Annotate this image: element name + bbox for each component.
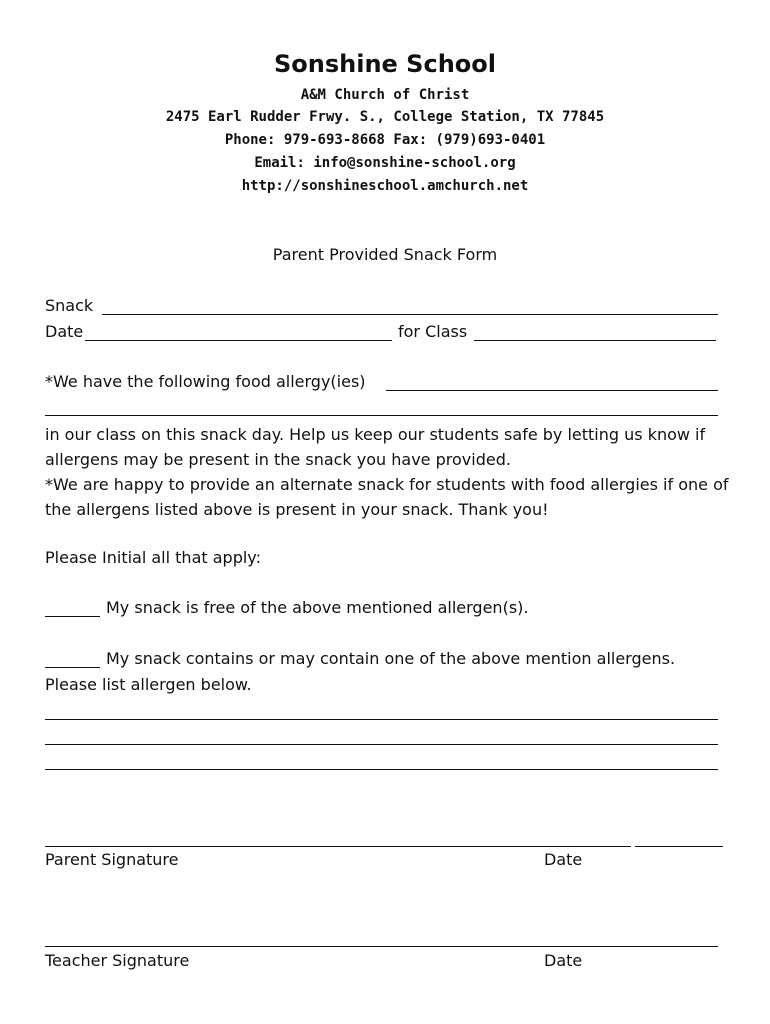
teacher-signature-label: Teacher Signature [45,951,190,970]
parent-signature-field[interactable] [45,846,631,847]
date-field[interactable] [85,340,392,341]
email: Email: info@sonshine-school.org [254,155,516,171]
website: http://sonshineschool.amchurch.net [241,178,529,194]
allergy-label: *We have the following food allergy(ies) [45,372,366,391]
initial-field-contains-allergen[interactable] [45,667,100,668]
allergy-field-line-2[interactable] [45,415,718,416]
option-contains-allergen: My snack contains or may contain one of the above mention allergens. [106,649,676,668]
snack-label: Snack [45,296,94,315]
allergen-list-line-2[interactable] [45,744,718,745]
safety-paragraph: in our class on this snack day. Help us keep our students safe by letting us know if allergens may be present in the snack you have provided. [45,425,706,469]
teacher-date-label: Date [544,951,583,970]
phone-fax: Phone: 979-693-8668 Fax: (979)693-0401 [224,132,546,148]
church-name: A&M Church of Christ [300,87,470,103]
class-field[interactable] [474,340,716,341]
school-name: Sonshine School [274,50,496,78]
snack-field[interactable] [102,314,718,315]
initial-prompt: Please Initial all that apply: [45,548,261,567]
list-allergen-prompt: Please list allergen below. [45,675,252,694]
date-label: Date [45,322,84,341]
initial-field-allergen-free[interactable] [45,616,100,617]
address: 2475 Earl Rudder Frwy. S., College Station, TX 77845 [165,109,605,125]
allergy-field[interactable] [386,390,718,391]
alternate-snack-paragraph: *We are happy to provide an alternate snack for students with food allergies if one of the allergens listed above is present in your snack. Thank you! [45,475,729,519]
for-class-label: for Class [398,322,468,341]
parent-date-field[interactable] [635,846,723,847]
parent-date-label: Date [544,850,583,869]
allergen-list-line-1[interactable] [45,719,718,720]
allergen-list-line-3[interactable] [45,769,718,770]
parent-signature-label: Parent Signature [45,850,179,869]
option-allergen-free: My snack is free of the above mentioned allergen(s). [106,598,529,617]
form-title: Parent Provided Snack Form [272,245,498,264]
teacher-signature-field[interactable] [45,946,718,947]
